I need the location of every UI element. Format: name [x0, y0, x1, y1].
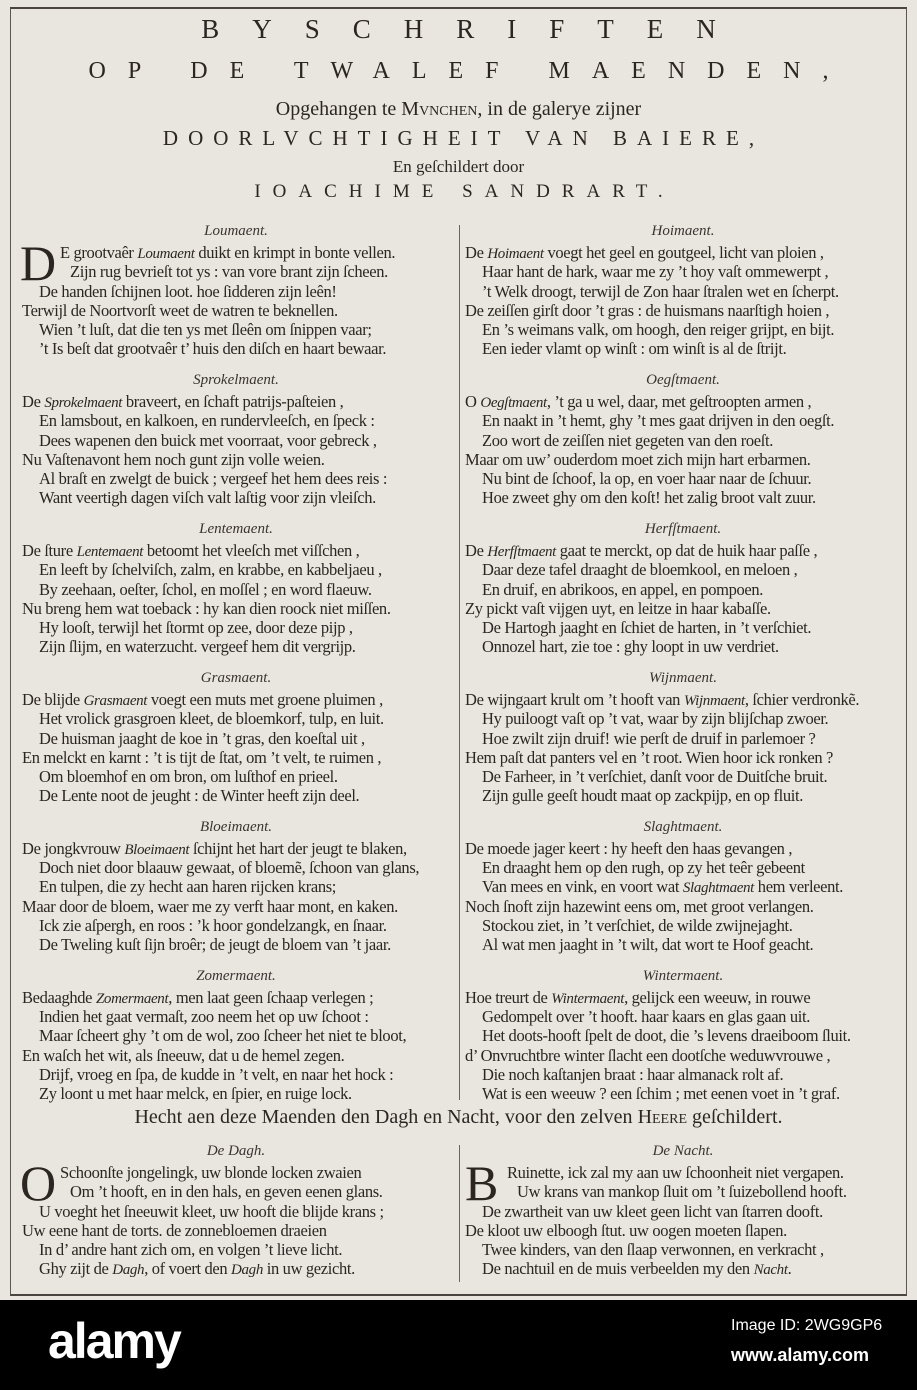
- column-divider: [459, 225, 460, 1100]
- verse-line: U voeght het ſneeuwit kleet, uw hooft die blijde krans ;: [39, 1201, 384, 1221]
- verse-line: Schoonſte jongelingk, uw blonde locken zwaien: [60, 1163, 362, 1182]
- poem-grasmaent: [14, 666, 458, 806]
- poem-heading: Hoimaent.: [651, 223, 715, 239]
- verse-line: De moede jager keert : hy heeft den haas gevangen ,: [465, 838, 793, 858]
- verse-line: Zy pickt vaſt vijgen uyt, en leitze in haar kabaſſe.: [465, 598, 771, 618]
- verse-text: E grootvaêr: [60, 243, 138, 262]
- verse-line: Zoo wort de zeiſſen niet gegeten van den roeſt.: [482, 430, 773, 450]
- italic-name: Herfſtmaent: [487, 543, 556, 560]
- verse-line: In d’ andre hant zich om, en volgen ’t lieve licht.: [39, 1240, 343, 1260]
- poem-heading: Lentemaent.: [199, 520, 273, 537]
- italic-name: Dagh: [231, 1262, 263, 1279]
- poem-heading: De Nacht.: [652, 1143, 714, 1159]
- title-doorluchtigheit: DOORLVCHTIGHEIT VAN BAIERE,: [162, 126, 765, 150]
- verse-line: En draaght hem op den rugh, op zy het teêr gebeent: [482, 858, 805, 878]
- verse-text: , ſchier verdronkẽ.: [744, 689, 860, 709]
- poem-lentemaent: [14, 517, 458, 657]
- verse-line: Maar om uw’ ouderdom moet zich mijn hart erbarmen.: [465, 449, 811, 469]
- poem-de-dagh: [14, 1140, 458, 1279]
- verse-text: De blijde: [22, 689, 84, 709]
- verse-line: [14, 243, 458, 262]
- verse-line: Gedompelt over ’t hooft. haar kaars en glas gaan uit.: [482, 1007, 810, 1027]
- months-right-column: [461, 219, 905, 1113]
- poem-verses: [14, 392, 458, 508]
- verse-text: , of voert den: [144, 1259, 232, 1279]
- verse-text: duikt en krimpt in bonte vellen.: [194, 243, 396, 262]
- verse-text: De ſture: [22, 540, 77, 560]
- verse-text: De wijngaart krult om ’t hooft van: [465, 689, 684, 709]
- verse-line: Om ’t hooft, en in den hals, en geven eenen glans.: [70, 1182, 383, 1202]
- poem-verses: [14, 690, 458, 806]
- italic-name: Hoimaent: [487, 246, 544, 262]
- verse-line: Hoe zweet ghy om den koſt! het zalig broot valt zuur.: [482, 488, 816, 508]
- verse-text: betoomt het vleeſch met viſſchen ,: [143, 540, 360, 560]
- verse-line: De Hartogh jaaght en ſchiet de harten, in ’t verſchiet.: [482, 618, 812, 638]
- verse-line: Nu breng hem wat toeback : hy kan dien roock niet miſſen.: [22, 598, 391, 618]
- poem-verses: [461, 839, 905, 955]
- italic-name: Bloeimaent: [124, 841, 190, 858]
- verse-line: [461, 877, 905, 896]
- verse-line: ’t Is beſt dat grootvaêr t’ huis den diſch en haart bewaar.: [39, 339, 387, 359]
- site-url: www.alamy.com: [731, 1345, 870, 1365]
- poem-slaghtmaent: [461, 815, 905, 955]
- stock-footer-bar: [0, 1300, 917, 1390]
- verse-line: Om bloemhof en om bron, om luſthof en prieel.: [39, 767, 338, 787]
- verse-line: Hoe zwilt zijn druif! wie perſt de druif in parlemoer ?: [482, 728, 816, 748]
- verse-line: [14, 988, 458, 1007]
- italic-name: Sprokelmaent: [44, 394, 123, 411]
- verse-line: De Tweling kuſt ſijn broêr; de jeugt de bloem van ’t jaar.: [39, 935, 391, 955]
- verse-text: Bedaaghde: [22, 987, 96, 1007]
- poem-verses: [14, 541, 458, 657]
- verse-line: Maar ſcheert ghy ’t om de wol, zoo ſcheer het niet te bloot,: [39, 1026, 407, 1046]
- poem-verses: [461, 1155, 905, 1279]
- title-byschriften: BYSCHRIFTEN: [201, 14, 749, 44]
- verse-line: En lamsbout, en kalkoen, en rundervleeſch, en ſpeck :: [39, 411, 375, 431]
- verse-line: Stockou ziet, in ’t verſchiet, de wilde zwijnejaght.: [482, 916, 793, 936]
- poem-heading: Grasmaent.: [200, 669, 272, 686]
- verse-line: [461, 1259, 905, 1278]
- verse-line: Doch niet door blaauw gewaat, of bloemẽ, ſchoon van glans,: [39, 858, 420, 878]
- verse-line: [14, 690, 458, 709]
- verse-line: De Farheer, in ’t verſchiet, danſt voor de Duitſche bruit.: [482, 767, 828, 787]
- verse-line: [14, 392, 458, 411]
- verse-text: , ’t ga u wel, daar, met geſtroopten armen ,: [546, 391, 812, 411]
- verse-line: Hy looſt, terwijl het ſtormt op zee, door deze pijp ,: [39, 618, 353, 638]
- verse-line: Maar door de bloem, waer me zy verft haar mont, en kaken.: [22, 896, 398, 916]
- verse-text: braveert, en ſchaft patrijs-paſteien ,: [122, 391, 344, 411]
- verse-line: Hem paſt dat panters vel en ’t root. Wien hoor ick ronken ?: [465, 747, 834, 767]
- verse-line: Twee kinders, van den ſlaap verwonnen, en verkracht ,: [482, 1240, 824, 1260]
- verse-line: De huisman jaaght de koe in ’t gras, den koeſtal uit ,: [39, 728, 365, 748]
- verse-line: [461, 392, 905, 411]
- verse-line: Het doots-hooft ſpelt de doot, die ’s levens draeiboom ſluit.: [482, 1026, 851, 1046]
- verse-line: d’ Onvruchtbre winter ſlacht een dootſche weduwvrouwe ,: [465, 1045, 831, 1065]
- drop-cap: D: [20, 235, 57, 291]
- verse-line: [14, 541, 458, 560]
- poem-heading: Bloeimaent.: [199, 818, 273, 835]
- verse-line: Zijn gulle geeſt houdt maat op zackpijp, en op fluit.: [482, 786, 803, 806]
- verse-line: Al braſt en zwelgt de buick ; vergeef het hem dees reis :: [39, 469, 388, 489]
- verse-line: En tulpen, die zy hecht aan haren rijcken krans;: [39, 877, 337, 897]
- subtitle-geschildert: En geſchildert door: [392, 157, 525, 176]
- verse-line: [461, 690, 905, 709]
- verse-text: in uw gezicht.: [262, 1259, 355, 1279]
- poem-verses: [14, 839, 458, 955]
- verse-line: Nu Vaſtenavont hem noch gunt zijn volle weien.: [22, 449, 325, 469]
- verse-line: [14, 839, 458, 858]
- verse-line: Uw eene hant de torts. de zonnebloemen draeien: [22, 1220, 327, 1240]
- poem-hoimaent: [461, 219, 905, 359]
- poem-verses: [14, 235, 458, 359]
- verse-text: , gelijck een weeuw, in rouwe: [624, 987, 811, 1007]
- day-night-heading-post: geſchildert.: [687, 1106, 783, 1128]
- poem-zomermaent: [14, 964, 458, 1104]
- subtitle-city: Mvnchen: [401, 98, 478, 120]
- verse-text: hem verleent.: [754, 877, 844, 897]
- verse-text: Van mees en vink, en voort wat: [482, 877, 683, 897]
- italic-name: Wijnmaent: [683, 692, 745, 709]
- verse-line: De zwartheit van uw kleet geen licht van ſtarren dooft.: [482, 1201, 823, 1221]
- verse-line: Daar deze tafel draaght de bloemkool, en meloen ,: [482, 560, 798, 580]
- verse-line: En druif, en abrikoos, en appel, en pompoen.: [482, 579, 764, 599]
- verse-line: Wat is een weeuw ? een ſchim ; met eenen voet in ’t graf.: [482, 1084, 840, 1104]
- italic-name: Loumaent: [137, 246, 195, 262]
- verse-line: En melckt en karnt : ’t is tijt de ſtat, om ’t velt, te ruimen ,: [22, 747, 382, 767]
- poem-verses: [461, 243, 905, 359]
- verse-line: De handen ſchijnen loot. hoe ſidderen zijn leên!: [39, 281, 337, 301]
- verse-text: gaat te merckt, op dat de huik haar paſſe ,: [555, 540, 818, 560]
- poem-heading: Herfſtmaent.: [644, 520, 722, 537]
- verse-line: Zy loont u met haar melck, en ſpier, en ruige lock.: [39, 1084, 352, 1104]
- drop-cap: O: [20, 1155, 57, 1211]
- verse-text: De jongkvrouw: [22, 838, 125, 858]
- verse-text: De: [465, 540, 488, 560]
- months-left-column: [14, 219, 458, 1113]
- italic-name: Dagh: [112, 1262, 145, 1279]
- subtitle-munchen: [0, 98, 917, 121]
- verse-line: Hy puiloogt vaſt op ’t vat, waar by zijn blijſchap zwoer.: [482, 709, 829, 729]
- verse-line: Nu bint de ſchoof, la op, en voer haar naar de ſchuur.: [482, 469, 812, 489]
- verse-line: Dees wapenen den buick met voorraat, voor gebreck ,: [39, 430, 377, 450]
- poem-verses: [461, 690, 905, 806]
- verse-line: Al wat men jaaght in ’t wilt, dat wort te Hoof geacht.: [482, 935, 814, 955]
- verse-text: De nachtuil en de muis verbeelden my den: [482, 1259, 754, 1279]
- poem-verses: [14, 1155, 458, 1279]
- italic-name: Zomermaent: [95, 990, 169, 1007]
- poem-heading: Loumaent.: [204, 223, 268, 239]
- verse-text: O: [465, 391, 481, 411]
- verse-line: By zeehaan, oeſter, ſchol, en moſſel ; en word flaeuw.: [39, 579, 372, 599]
- poem-heading: Wijnmaent.: [649, 669, 717, 686]
- day-column: [14, 1140, 458, 1288]
- italic-name: Slaghtmaent: [682, 880, 755, 897]
- poem-heading: Sprokelmaent.: [193, 371, 279, 388]
- verse-line: Noch ſnoft zijn hazewint eens om, met groot verlangen.: [465, 896, 814, 916]
- alamy-logo: alamy: [48, 1313, 180, 1369]
- poem-wintermaent: [461, 964, 905, 1104]
- day-night-heading-pre: Hecht aen deze Maenden den Dagh en Nacht, voor den zelven: [134, 1106, 638, 1128]
- verse-text: ſchijnt het hart der jeugt te blaken,: [189, 838, 407, 858]
- verse-line: Uw krans van mankop ſluit om ’t ſuizebollend hooft.: [517, 1182, 847, 1202]
- verse-line: Ick zie aſpergh, en roos : ’k hoor gondelzangk, en ſnaar.: [39, 916, 387, 936]
- poem-sprokelmaent: [14, 368, 458, 508]
- drop-cap: B: [465, 1155, 499, 1211]
- image-id: Image ID: 2WG9GP6: [731, 1317, 883, 1334]
- italic-name: Nacht: [753, 1262, 788, 1279]
- verse-text: voegt een muts met groene pluimen ,: [147, 689, 383, 709]
- verse-line: Onnozel hart, zie toe : ghy loopt in uw verdriet.: [482, 637, 779, 657]
- verse-line: Een ieder vlamt op winſt : om winſt is al de ſtrijt.: [482, 339, 787, 359]
- poem-verses: [461, 541, 905, 657]
- poem-wijnmaent: [461, 666, 905, 806]
- title-twalef-maenden: OP DE TWALEF MAENDEN,: [88, 58, 851, 84]
- verse-line: ’t Welk droogt, terwijl de Zon haar ſtralen wet en ſcherpt.: [482, 281, 839, 301]
- verse-text: .: [787, 1259, 792, 1279]
- poem-heading: Oegſtmaent.: [646, 371, 720, 388]
- verse-line: De zeiſſen girſt door ’t gras : de huismans naarſtigh hoien ,: [465, 300, 830, 320]
- poem-de-nacht: [461, 1140, 905, 1279]
- subtitle-pre: Opgehangen te: [275, 98, 402, 120]
- poem-herfſtmaent: [461, 517, 905, 657]
- italic-name: Grasmaent: [83, 692, 148, 709]
- verse-line: Terwijl de Noortvorſt weet de watren te beknellen.: [22, 300, 338, 320]
- verse-line: [461, 243, 905, 262]
- verse-line: En naakt in ’t hemt, ghy ’t mes gaat drijven in den oegſt.: [482, 411, 835, 431]
- verse-line: [14, 1259, 458, 1278]
- poem-heading: De Dagh.: [206, 1143, 266, 1159]
- italic-name: Wintermaent: [551, 990, 625, 1007]
- italic-name: Oegſtmaent: [480, 394, 547, 411]
- verse-line: [461, 541, 905, 560]
- verse-line: De Lente noot de jeught : de Winter heeft zijn deel.: [39, 786, 360, 806]
- poem-heading: Wintermaent.: [642, 967, 724, 984]
- verse-line: De kloot uw elboogh ſtut. uw oogen moeten ſlapen.: [465, 1220, 787, 1240]
- verse-line: Wien ’t luſt, dat die ten ys met ſleên om ſnippen vaar;: [39, 320, 372, 340]
- verse-line: [461, 988, 905, 1007]
- poem-oegſtmaent: [461, 368, 905, 508]
- verse-text: voegt het geel en goutgeel, licht van ploien ,: [543, 243, 824, 262]
- italic-name: Lentemaent: [76, 543, 144, 560]
- day-night-heading: [0, 1106, 917, 1129]
- poem-verses: [461, 392, 905, 508]
- verse-line: Zijn rug bevrieſt tot ys : van vore brant zijn ſcheen.: [70, 262, 388, 282]
- verse-line: Indien het gaat vermaſt, zoo neem het op uw ſchoot :: [39, 1007, 369, 1027]
- verse-text: Hoe treurt de: [465, 987, 552, 1007]
- poem-loumaent: [14, 219, 458, 359]
- poem-verses: [461, 988, 905, 1104]
- verse-line: En leeft by ſchelviſch, zalm, en krabbe, en kabbeljaeu ,: [39, 560, 382, 580]
- verse-line: Haar hant de hark, waar me zy ’t hoy vaſt ommewerpt ,: [482, 262, 829, 282]
- verse-text: De: [465, 243, 488, 262]
- subtitle-post: , in de galerye zijner: [477, 98, 642, 120]
- day-night-divider: [459, 1145, 460, 1282]
- title-painter-name: IOACHIME SANDRART.: [254, 181, 675, 202]
- verse-line: Het vrolick grasgroen kleet, de bloemkorf, tulp, en luit.: [39, 709, 384, 729]
- verse-text: Ghy zijt de: [39, 1259, 113, 1279]
- verse-line: Zijn ſlijm, en waterzucht. vergeef hem dit vergrijp.: [39, 637, 356, 657]
- verse-text: De: [22, 391, 45, 411]
- verse-line: Drijf, vroeg en ſpa, de kudde in ’t velt, en naar het hock :: [39, 1065, 394, 1085]
- night-column: [461, 1140, 905, 1288]
- poem-verses: [14, 988, 458, 1104]
- verse-line: En ’s weimans valk, om hoogh, den reiger grijpt, en bijt.: [482, 320, 835, 340]
- verse-line: En waſch het wit, als ſneeuw, dat u de hemel zegen.: [22, 1045, 345, 1065]
- verse-line: Want veertigh dagen viſch valt laſtig voor zijn vleiſch.: [39, 488, 376, 508]
- verse-line: Die noch kaſtanjen braat : haar almanack rolt af.: [482, 1065, 784, 1085]
- day-night-heading-heere: Heere: [637, 1106, 687, 1128]
- poem-heading: Slaghtmaent.: [643, 818, 723, 835]
- verse-text: , men laat geen ſchaap verlegen ;: [168, 987, 374, 1007]
- poem-heading: Zomermaent.: [196, 967, 276, 984]
- poem-bloeimaent: [14, 815, 458, 955]
- verse-line: Ruinette, ick zal my aan uw ſchoonheit niet vergapen.: [507, 1163, 844, 1182]
